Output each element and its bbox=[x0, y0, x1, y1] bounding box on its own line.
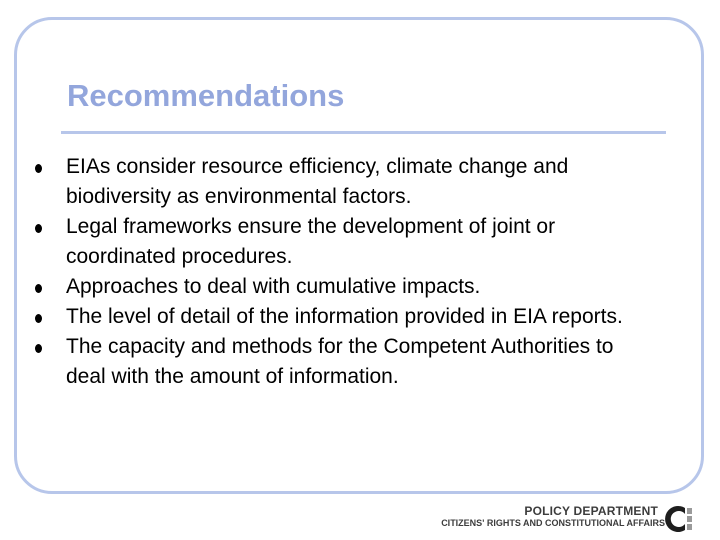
bullet-item bbox=[34, 302, 714, 332]
bullet-dot-icon bbox=[35, 164, 42, 173]
bullet-dot-icon bbox=[35, 284, 42, 293]
bullet-text: EIAs consider resource efficiency, climate change and biodiversity as environmental factors. bbox=[66, 155, 569, 208]
bullet-item bbox=[34, 272, 714, 302]
logo-department-text: POLICY DEPARTMENT bbox=[524, 504, 658, 518]
bullet-dot-icon bbox=[35, 314, 42, 323]
bullet-dot-icon bbox=[35, 344, 42, 353]
bullet-text: The level of detail of the information provided in EIA reports. bbox=[66, 305, 623, 328]
bullet-text: Approaches to deal with cumulative impacts. bbox=[66, 275, 481, 298]
slide-title: Recommendations bbox=[67, 78, 345, 113]
logo-subtitle-text: CITIZENS' RIGHTS AND CONSTITUTIONAL AFFAIRS bbox=[441, 518, 665, 528]
policy-department-c-logo-icon bbox=[663, 504, 693, 534]
bullet-item bbox=[34, 332, 714, 392]
bullet-dot-icon bbox=[35, 224, 42, 233]
bullet-list bbox=[34, 152, 714, 392]
bullet-text: Legal frameworks ensure the development of joint or coordinated procedures. bbox=[66, 215, 556, 268]
bullet-text: The capacity and methods for the Competent Authorities to deal with the amount of information. bbox=[66, 335, 614, 388]
bullet-item bbox=[34, 152, 714, 212]
title-underline bbox=[61, 131, 666, 134]
policy-department-logo bbox=[430, 498, 720, 536]
bullet-item bbox=[34, 212, 714, 272]
